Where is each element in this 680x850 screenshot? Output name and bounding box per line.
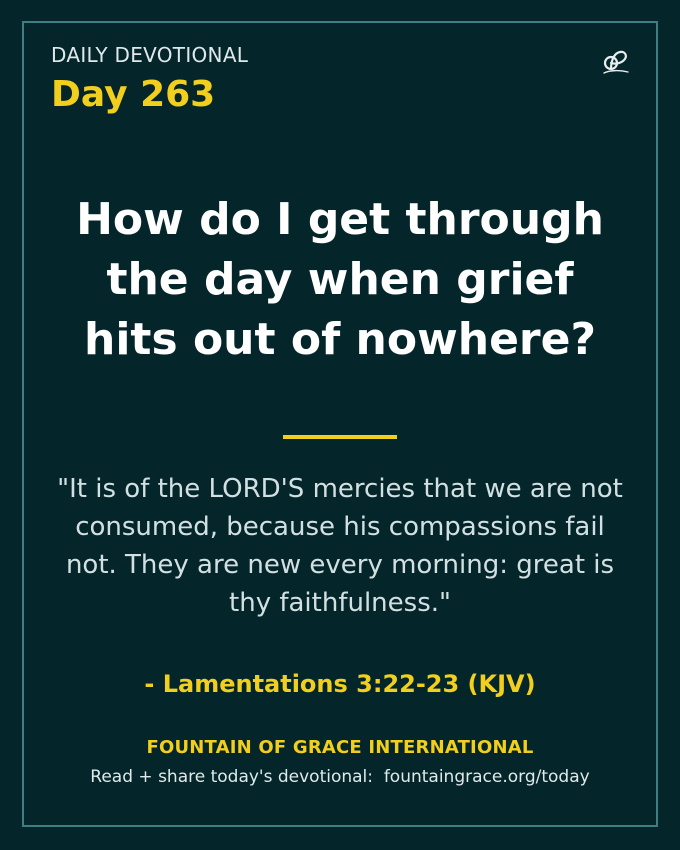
share-call-to-action: Read + share today's devotional: fountaingrace.org/today [90,767,590,787]
scripture-quote: "It is of the LORD'S mercies that we are not consumed, because his compassions fail not. They are new every morning: great is thy faithfulness." [57,474,623,618]
accent-divider [283,435,397,439]
scripture-reference: - Lamentations 3:22-23 (KJV) [144,670,536,698]
devotional-question: How do I get through the day when grief hits out of nowhere? [76,194,604,365]
day-number-heading: Day 263 [51,74,216,115]
card-border-frame [22,21,658,827]
devotional-kicker: DAILY DEVOTIONAL [51,43,249,67]
fountain-of-grace-logo-icon [598,45,632,79]
organization-name: FOUNTAIN OF GRACE INTERNATIONAL [146,737,534,758]
